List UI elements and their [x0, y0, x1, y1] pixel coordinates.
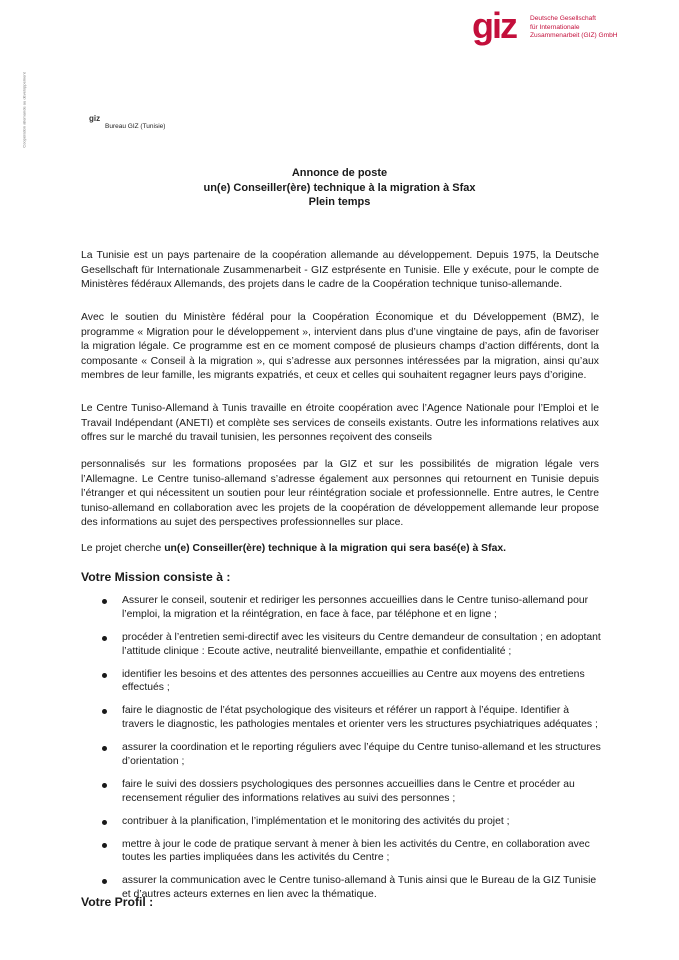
- side-note-text: Coopération allemande au développement: [21, 72, 27, 148]
- logo-line-1: Deutsche Gesellschaft: [530, 15, 596, 22]
- office-name: Bureau GIZ (Tunisie): [105, 123, 166, 130]
- bullet-icon: [102, 599, 107, 604]
- list-item-text: Assurer le conseil, soutenir et rediriger les personnes accueillies dans le Centre tuniso-allemand pour l’emploi, la migration et la réintégration, en face à face, par téléphone et en ligne ;: [122, 595, 589, 620]
- bullet-icon: [102, 783, 107, 788]
- position-title: un(e) Conseiller(ère) technique à la migration qui sera basé(e) à Sfax.: [164, 543, 507, 554]
- list-item: [81, 668, 601, 696]
- list-item: [81, 815, 601, 829]
- logo-mark: giz: [472, 5, 516, 46]
- intro-paragraph: La Tunisie est un pays partenaire de la coopération allemande au développement. Depuis 1975, la Deutsche Gesellschaft für Internationale Zusammenarbeit - GIZ estprésente en Tunisie. Elle y exécute, pour le compte de Ministères fédéraux Allemands, des projets dans le cadre de la Coopération technique tuniso-allemande.: [81, 250, 599, 291]
- list-item-text: assurer la coordination et le reporting réguliers avec l’équipe du Centre tuniso-allemand et les structures d’orientation ;: [122, 742, 601, 767]
- list-item: [81, 838, 601, 866]
- giz-logo: [472, 5, 672, 52]
- bullet-icon: [102, 636, 107, 641]
- list-item: [81, 741, 601, 769]
- bullet-icon: [102, 746, 107, 751]
- program-paragraph: Avec le soutien du Ministère fédéral pour la Coopération Économique et du Développement (BMZ), le programme « Migration pour le développement », intervient dans plus d’une vingtaine de pays, afin de favoriser la migration légale. Ce programme est en ce moment composé de plusieurs champs d’action différents, dont la composante « Conseil à la migration », qui s’adresse aux personnes intéressées par la migration, ainsi qu’aux membres de leur famille, les migrants expatriés, et ceux et celles qui souhaitent regagner leurs pays d’origine.: [81, 312, 599, 382]
- list-item-text: contribuer à la planification, l’implémentation et le monitoring des activités du projet ;: [122, 815, 510, 827]
- position-paragraph: [81, 542, 599, 557]
- list-item-text: assurer la communication avec le Centre tuniso-allemand à Tunis ainsi que le Bureau de la GIZ Tunisie et d’autres acteurs externes en lien avec la thématique.: [122, 875, 597, 901]
- logo-line-3: Zusammenarbeit (GIZ) GmbH: [530, 32, 618, 39]
- logo-line-2: für Internationale: [530, 23, 580, 31]
- list-item: [81, 778, 601, 806]
- heading-line-1: Annonce de poste: [291, 167, 388, 179]
- list-item: [81, 874, 601, 902]
- list-item: [81, 594, 601, 622]
- small-giz-logo: giz: [89, 114, 101, 123]
- heading-line-2: un(e) Conseiller(ère) technique à la migration à Sfax: [203, 181, 476, 194]
- position-prefix: Le projet cherche: [81, 543, 165, 554]
- list-item: [81, 704, 601, 732]
- job-heading: [0, 166, 679, 210]
- profile-title: Votre Profil :: [81, 895, 154, 909]
- bullet-icon: [102, 673, 107, 678]
- mission-list: [81, 594, 601, 911]
- list-item-text: identifier les besoins et des attentes des personnes accueillies au Centre aux moyens des entretiens effectués ;: [122, 668, 585, 694]
- list-item: [81, 631, 601, 659]
- center-paragraph: Le Centre Tuniso-Allemand à Tunis travaille en étroite coopération avec l’Agence Nationale pour l’Emploi et le Travail Indépendant (ANETI) et complète ses services de conseils existants. Outre les informations relatives aux offres sur le marché du travail tunisien, les personnes reçoivent des conseils: [81, 403, 599, 444]
- list-item-text: faire le diagnostic de l’état psychologique des visiteurs et référer un rapport à l’équipe. Identifier à travers le diagnostic, les pathologies mentales et orienter vers les structures psychiatriques adéquates ;: [122, 705, 598, 731]
- logo-text: [530, 15, 618, 41]
- bullet-icon: [102, 879, 107, 884]
- bullet-icon: [102, 820, 107, 825]
- list-item-text: mettre à jour le code de pratique servant à mener à bien les activités du Centre, en collaboration avec toutes les parties impliquées dans les activités du Centre ;: [122, 838, 590, 864]
- heading-line-3: Plein temps: [308, 196, 371, 208]
- side-note: [14, 65, 34, 155]
- bullet-icon: [102, 843, 107, 848]
- mission-title: Votre Mission consiste à :: [81, 570, 231, 584]
- bullet-icon: [102, 709, 107, 714]
- list-item-text: procéder à l’entretien semi-directif avec les visiteurs du Centre demandeur de consultation ; en adoptant l’attitude clinique : Ecoute active, neutralité bienveillante, empathie et confidentialité ;: [122, 631, 601, 657]
- services-paragraph: personnalisés sur les formations proposées par la GIZ et sur les possibilités de migration légale vers l’Allemagne. Le Centre tuniso-allemand s’adresse également aux personnes qui retournent en Tunisie depuis l’étranger et qui nécessitent un soutien pour leur réintégration sociale et professionnelle. Entre autres, le Centre tuniso-allemand en collaboration avec les projets de la coopération de développement allemande leur propose des informations au sujet des perspectives professionnelles sur place.: [81, 459, 599, 529]
- list-item-text: faire le suivi des dossiers psychologiques des personnes accueillies dans le Centre et procéder au recensement régulier des informations relatives au suivi des personnes ;: [122, 778, 575, 804]
